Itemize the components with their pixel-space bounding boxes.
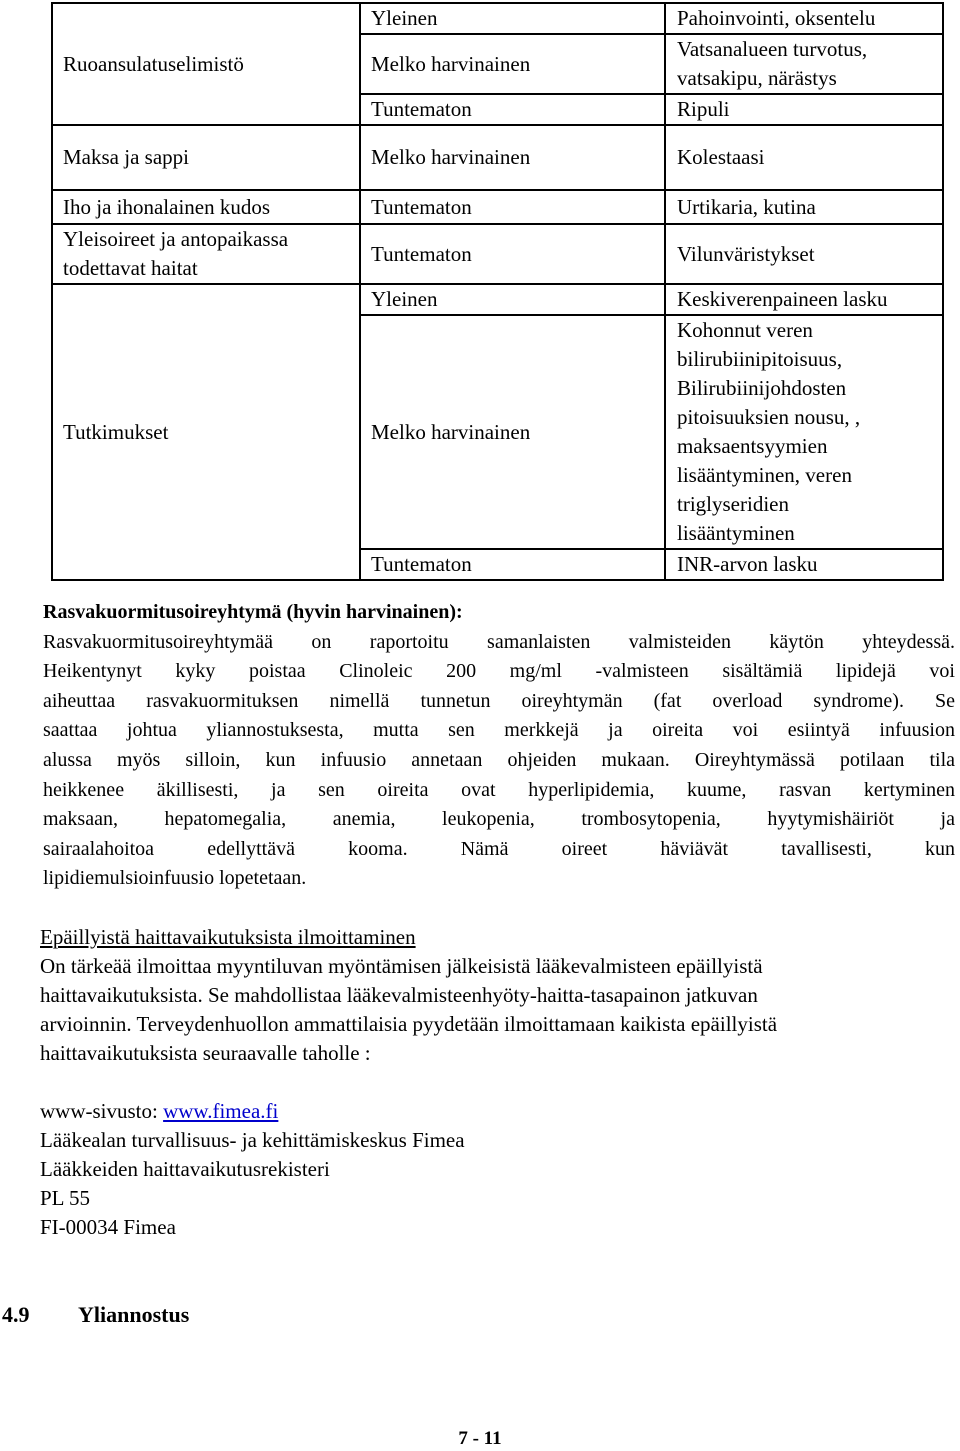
effect-line: triglyseridien bbox=[677, 492, 789, 516]
body-line: haittavaikutuksista seuraavalle taholle : bbox=[40, 1041, 371, 1065]
address-line: Lääkkeiden haittavaikutusrekisteri bbox=[40, 1157, 330, 1181]
frequency-cell: Melko harvinainen bbox=[360, 34, 665, 94]
effect-line: Kohonnut veren bbox=[677, 318, 813, 342]
effect-cell: Pahoinvointi, oksentelu bbox=[665, 3, 943, 34]
effect-line: maksaentsyymien bbox=[677, 434, 828, 458]
effect-cell: Urtikaria, kutina bbox=[665, 190, 943, 224]
frequency-cell: Yleinen bbox=[360, 3, 665, 34]
section-title: Yliannostus bbox=[78, 1302, 190, 1327]
effect-cell: Keskiverenpaineen lasku bbox=[665, 284, 943, 315]
fat-overload-section bbox=[43, 598, 955, 894]
organ-class-cell bbox=[52, 224, 360, 284]
body-line: On tärkeää ilmoittaa myyntiluvan myöntämisen jälkeisistä lääkevalmisteen epäillyistä bbox=[40, 954, 763, 978]
contact-address bbox=[40, 1097, 940, 1242]
frequency-cell: Tuntematon bbox=[360, 549, 665, 580]
organ-class-line: todettavat haitat bbox=[63, 256, 198, 280]
body-line: maksaan, hepatomegalia, anemia, leukopenia, trombosytopenia, hyytymishäiriöt ja bbox=[43, 808, 955, 831]
body-line: lipidiemulsioinfuusio lopetetaan. bbox=[43, 867, 307, 890]
organ-class-cell: Ruoansulatuselimistö bbox=[52, 3, 360, 125]
frequency-cell: Yleinen bbox=[360, 284, 665, 315]
fat-overload-heading: Rasvakuormitusoireyhtymä (hyvin harvinainen): bbox=[43, 601, 463, 623]
effect-line: lisääntyminen bbox=[677, 521, 795, 545]
body-line: aiheuttaa rasvakuormituksen nimellä tunnetun oireyhtymän (fat overload syndrome). Se bbox=[43, 689, 955, 712]
effect-line: pitoisuuksien nousu, , bbox=[677, 405, 861, 429]
effect-line: Vatsanalueen turvotus, bbox=[677, 37, 868, 61]
effect-line: vatsakipu, närästys bbox=[677, 66, 837, 90]
frequency-cell: Tuntematon bbox=[360, 190, 665, 224]
frequency-cell: Tuntematon bbox=[360, 224, 665, 284]
body-line: Heikentynyt kyky poistaa Clinoleic 200 mg/ml -valmisteen sisältämiä lipidejä voi bbox=[43, 660, 955, 683]
effect-cell bbox=[665, 315, 943, 549]
body-line: sairaalahoitoa edellyttävä kooma. Nämä oireet häviävät tavallisesti, kun bbox=[43, 837, 955, 860]
body-line: Rasvakuormitusoireyhtymää on raportoitu samanlaisten valmisteiden käytön yhteydessä. bbox=[43, 630, 955, 653]
effect-cell: INR-arvon lasku bbox=[665, 549, 943, 580]
address-line: FI-00034 Fimea bbox=[40, 1215, 176, 1239]
body-line: haittavaikutuksista. Se mahdollistaa lääkevalmisteenhyöty-haitta-tasapainon jatkuvan bbox=[40, 983, 758, 1007]
organ-class-cell: Maksa ja sappi bbox=[52, 125, 360, 190]
body-line: saattaa johtua yliannostuksesta, mutta sen merkkejä ja oireita voi esiintyä infuusion bbox=[43, 719, 955, 742]
reporting-heading: Epäillyistä haittavaikutuksista ilmoittaminen bbox=[40, 925, 416, 949]
frequency-cell: Tuntematon bbox=[360, 94, 665, 125]
website-link[interactable]: www.fimea.fi bbox=[163, 1099, 279, 1123]
body-line: alussa myös silloin, kun infuusio annetaan ohjeiden mukaan. Oireyhtymässä potilaan tila bbox=[43, 748, 955, 771]
section-heading bbox=[2, 1300, 189, 1330]
organ-class-cell: Iho ja ihonalainen kudos bbox=[52, 190, 360, 224]
effect-line: lisääntyminen, veren bbox=[677, 463, 852, 487]
frequency-cell: Melko harvinainen bbox=[360, 315, 665, 549]
address-line: PL 55 bbox=[40, 1186, 90, 1210]
body-line: arvioinnin. Terveydenhuollon ammattilaisia pyydetään ilmoittamaan kaikista epäillyistä bbox=[40, 1012, 778, 1036]
website-label: www-sivusto: bbox=[40, 1099, 158, 1123]
address-line: Lääkealan turvallisuus- ja kehittämiskeskus Fimea bbox=[40, 1128, 465, 1152]
effect-line: bilirubiinipitoisuus, bbox=[677, 347, 843, 371]
organ-class-cell: Tutkimukset bbox=[52, 284, 360, 580]
effect-cell: Ripuli bbox=[665, 94, 943, 125]
body-line: heikkenee äkillisesti, ja sen oireita ovat hyperlipidemia, kuume, rasvan kertyminen bbox=[43, 778, 955, 801]
effect-cell: Kolestaasi bbox=[665, 125, 943, 190]
organ-class-line: Yleisoireet ja antopaikassa bbox=[63, 227, 289, 251]
effect-cell bbox=[665, 34, 943, 94]
website-line bbox=[40, 1097, 940, 1126]
effect-line: Bilirubiinijohdosten bbox=[677, 376, 847, 400]
page-number: 7 - 11 bbox=[458, 1428, 502, 1449]
adverse-effects-table bbox=[51, 2, 944, 581]
section-number: 4.9 bbox=[2, 1302, 30, 1327]
frequency-cell: Melko harvinainen bbox=[360, 125, 665, 190]
effect-cell: Vilunväristykset bbox=[665, 224, 943, 284]
reporting-section bbox=[40, 923, 940, 1068]
